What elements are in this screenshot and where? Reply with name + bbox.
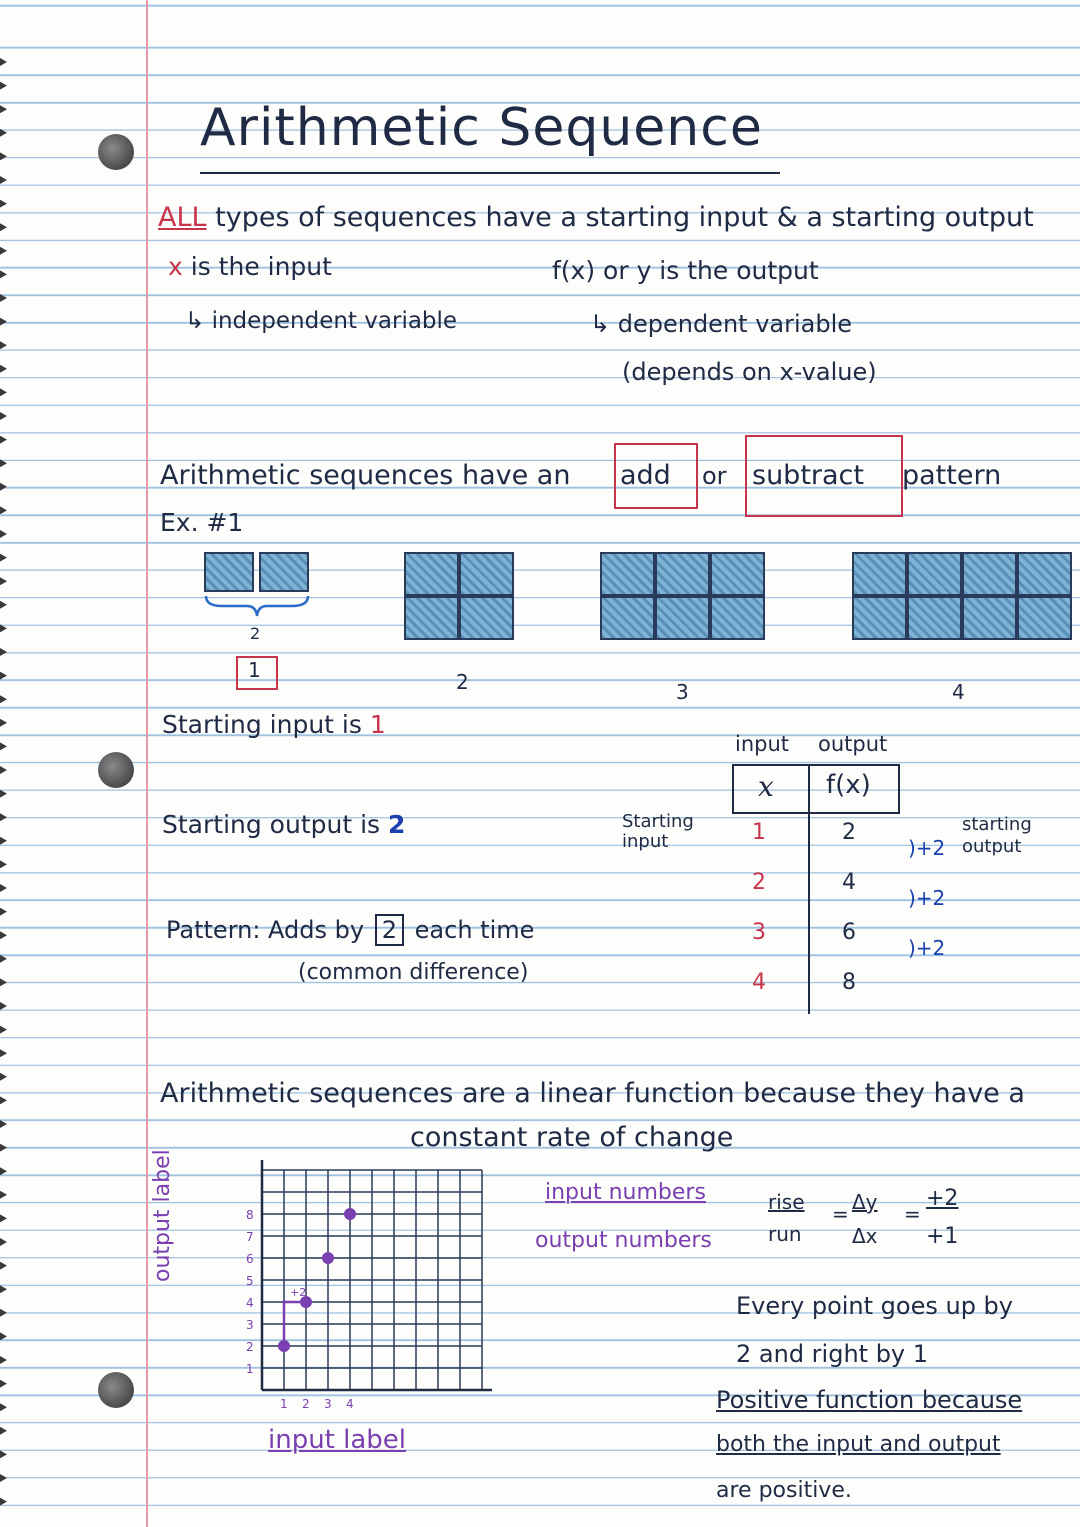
figure-2-square <box>459 596 514 640</box>
table-cell-x: 1 <box>752 820 766 845</box>
figure-4-square <box>907 552 962 596</box>
equals-2: = <box>904 1202 921 1226</box>
pattern-suffix: each time <box>414 916 535 944</box>
rate-numerator: +2 <box>926 1186 959 1211</box>
figure-3-square <box>600 596 655 640</box>
delta-x: Δx <box>852 1224 878 1248</box>
pattern-word: pattern <box>902 460 1002 491</box>
conclusion-line-3: Positive function because <box>716 1386 1023 1414</box>
table-cell-fx: 6 <box>842 920 856 945</box>
y-tick-label: 3 <box>246 1318 254 1332</box>
x-tick-label: 2 <box>302 1397 310 1411</box>
x-definition <box>168 252 332 281</box>
x-tick-label: 3 <box>324 1397 332 1411</box>
intro-line <box>158 202 1034 233</box>
starting-output-note <box>162 810 405 839</box>
linear-statement: Arithmetic sequences are a linear function because they have a <box>160 1078 1025 1109</box>
intro-sentence: types of sequences have a starting input & a starting output <box>215 202 1034 233</box>
page-title: Arithmetic Sequence <box>200 98 763 158</box>
figure-3-square <box>655 596 710 640</box>
starting-input-value: 1 <box>369 710 386 739</box>
table-header-input: input <box>735 732 790 756</box>
binder-hole-top <box>98 134 134 170</box>
table-col-x: x <box>758 770 774 803</box>
figure-4-square <box>907 596 962 640</box>
table-cell-fx: 2 <box>842 820 856 845</box>
figure-4-square <box>1017 596 1072 640</box>
starting-output-value: 2 <box>388 810 406 839</box>
table-difference: )+2 <box>908 936 946 960</box>
figure-4-label: 4 <box>952 680 965 704</box>
common-difference: (common difference) <box>298 960 529 985</box>
y-tick-label: 2 <box>246 1340 254 1354</box>
table-col-fx: f(x) <box>826 770 871 800</box>
depends-on-x: (depends on x-value) <box>622 358 877 386</box>
figure-3-square <box>710 596 765 640</box>
figure-2-square <box>459 552 514 596</box>
y-tick-label: 5 <box>246 1274 254 1288</box>
figure-2-label: 2 <box>456 670 469 694</box>
pattern-text: Pattern: Adds by <box>166 916 365 944</box>
data-point <box>344 1208 356 1220</box>
figure-3-square <box>710 552 765 596</box>
subtract-word: subtract <box>752 460 864 491</box>
table-difference: )+2 <box>908 886 946 910</box>
y-tick-label: 6 <box>246 1252 254 1266</box>
figure-3-square <box>600 552 655 596</box>
table-top-border <box>732 764 900 766</box>
delta-y: Δy <box>852 1190 878 1214</box>
starting-output-text: Starting output is <box>162 810 381 839</box>
fraction-denominator: output numbers <box>535 1228 712 1253</box>
figure-1-square <box>259 552 309 592</box>
y-tick-label: 4 <box>246 1296 254 1310</box>
conclusion-line-4: both the input and output <box>716 1432 1001 1457</box>
pattern-note <box>166 914 534 946</box>
conclusion-line-1: Every point goes up by <box>736 1292 1013 1320</box>
figure-4-square <box>852 596 907 640</box>
x-symbol: x <box>168 252 183 281</box>
table-cell-x: 3 <box>752 920 766 945</box>
margin-line <box>146 0 148 1527</box>
figure-3-label: 3 <box>676 680 689 704</box>
graph-x-label: input label <box>268 1425 407 1455</box>
rise-run-label: +2 <box>290 1286 307 1299</box>
table-difference: )+2 <box>908 836 946 860</box>
y-tick-label: 8 <box>246 1208 254 1222</box>
x-tick-label: 1 <box>280 1397 288 1411</box>
fraction-numerator: input numbers <box>545 1180 706 1205</box>
y-tick-label: 1 <box>246 1362 254 1376</box>
figure-4-square <box>1017 552 1072 596</box>
run-label: run <box>768 1222 802 1246</box>
all-word: ALL <box>158 202 207 233</box>
starting-output-label: starting output <box>962 814 1032 857</box>
table-cell-fx: 8 <box>842 970 856 995</box>
graph-y-label: output label <box>150 1149 175 1282</box>
starting-input-label: Starting input <box>622 811 694 852</box>
pattern-statement: Arithmetic sequences have an <box>160 460 571 491</box>
pattern-value-box: 2 <box>375 914 404 946</box>
x-is-input: is the input <box>190 252 332 281</box>
title-underline <box>200 172 780 174</box>
binder-hole-middle <box>98 752 134 788</box>
starting-input-text: Starting input is <box>162 710 362 739</box>
table-cell-x: 2 <box>752 870 766 895</box>
y-tick-label: 7 <box>246 1230 254 1244</box>
table-cell-fx: 4 <box>842 870 856 895</box>
table-right-border <box>898 764 900 814</box>
figure-4-square <box>852 552 907 596</box>
conclusion-line-5: are positive. <box>716 1478 852 1503</box>
dependent-variable: ↳ dependent variable <box>590 310 853 338</box>
coordinate-graph <box>232 1160 492 1422</box>
figure-1-brace <box>202 592 312 622</box>
x-tick-label: 4 <box>346 1397 354 1411</box>
fx-definition: f(x) or y is the output <box>552 256 819 285</box>
example-label: Ex. #1 <box>160 508 244 537</box>
add-word: add <box>620 460 671 491</box>
figure-4-square <box>962 596 1017 640</box>
figure-3-square <box>655 552 710 596</box>
table-header-border <box>732 812 900 814</box>
conclusion-line-2: 2 and right by 1 <box>736 1340 929 1368</box>
or-word: or <box>702 462 727 490</box>
rate-denominator: +1 <box>926 1224 959 1249</box>
table-left-border <box>732 764 734 814</box>
figure-1-square <box>204 552 254 592</box>
figure-4-square <box>962 552 1017 596</box>
figure-2-square <box>404 596 459 640</box>
independent-variable: ↳ independent variable <box>185 308 458 334</box>
data-point <box>322 1252 334 1264</box>
constant-rate: constant rate of change <box>410 1122 734 1153</box>
starting-input-note <box>162 710 386 739</box>
rise-label: rise <box>768 1190 805 1214</box>
figure-2-square <box>404 552 459 596</box>
figure-1-brace-label: 2 <box>250 624 261 643</box>
binder-hole-bottom <box>98 1372 134 1408</box>
equals-1: = <box>832 1202 849 1226</box>
table-cell-x: 4 <box>752 970 766 995</box>
table-header-output: output <box>818 732 888 756</box>
figure-1-label: 1 <box>248 658 261 682</box>
table-divider <box>808 764 810 1014</box>
